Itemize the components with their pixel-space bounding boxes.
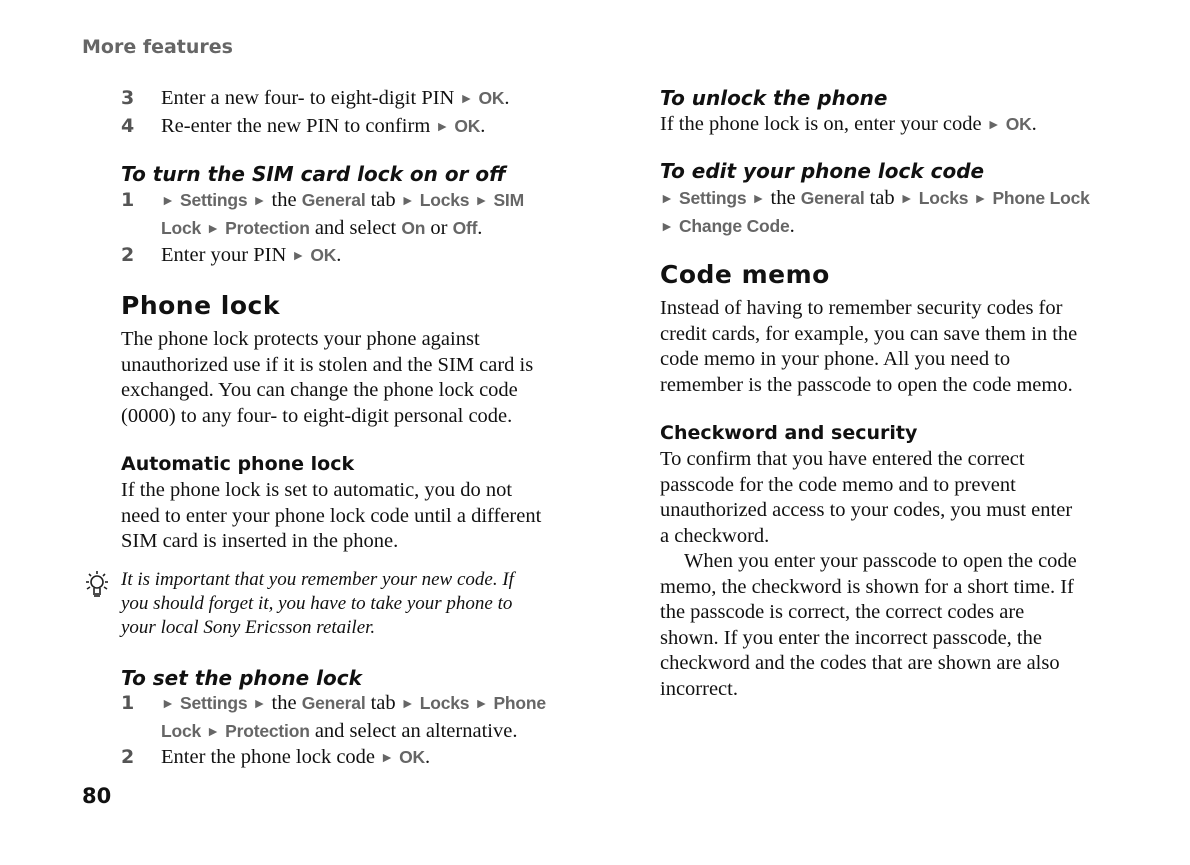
- text-line: It is important that you remember your new code. If: [121, 569, 514, 590]
- menu-locks: Locks: [918, 188, 969, 208]
- ok-softkey: OK: [1005, 114, 1032, 134]
- text-line: memo, the checkword is shown for a short time. If: [660, 575, 1074, 598]
- menu-general: General: [301, 190, 366, 210]
- punct: .: [480, 115, 486, 137]
- arrow-icon: ►: [400, 194, 415, 209]
- sim-lock-heading: To turn the SIM card lock on or off: [121, 162, 506, 186]
- arrow-icon: ►: [973, 192, 988, 207]
- menu-settings: Settings: [678, 188, 747, 208]
- menu-lock: Lock: [161, 217, 202, 238]
- word: tab: [869, 187, 895, 209]
- step-number: 2: [121, 746, 135, 768]
- arrow-icon: ►: [435, 120, 450, 135]
- step-text-body: Enter a new four- to eight-digit PIN: [161, 87, 455, 109]
- text-line: checkword and the codes that are shown are also: [660, 652, 1060, 674]
- punct: .: [425, 746, 431, 768]
- step-text-body: Enter your PIN: [161, 244, 287, 266]
- ok-softkey: OK: [310, 245, 337, 265]
- section-header: More features: [82, 36, 233, 58]
- punct: .: [504, 87, 510, 109]
- punct: .: [1031, 113, 1037, 135]
- punct: .: [336, 244, 342, 266]
- text-line: code memo in your phone. All you need to: [660, 348, 1011, 370]
- text-line: shown. If you enter the incorrect passcode, the: [660, 626, 1042, 649]
- menu-locks: Locks: [419, 190, 470, 210]
- word: tab: [370, 189, 396, 211]
- ok-softkey: OK: [454, 116, 481, 136]
- edit-code-heading: To edit your phone lock code: [660, 159, 985, 183]
- step-number: 1: [121, 692, 135, 714]
- arrow-icon: ►: [206, 221, 221, 237]
- ok-softkey: OK: [399, 747, 425, 767]
- arrow-icon: ►: [459, 92, 474, 107]
- word: the: [271, 692, 297, 714]
- unlock-body: [660, 112, 1140, 140]
- lightbulb-icon: [84, 570, 110, 600]
- arrow-icon: ►: [380, 751, 395, 766]
- text-line: Instead of having to remember security codes for: [660, 297, 1063, 319]
- arrow-icon: ►: [161, 194, 175, 209]
- step-number: 4: [121, 115, 135, 137]
- text-line: you should forget it, you have to take your phone to: [121, 593, 513, 614]
- text-line: unauthorized use if it is stolen and the SIM card is: [121, 353, 534, 376]
- code-memo-heading: Code memo: [660, 260, 830, 289]
- text-line: credit cards, for example, you can save them in the: [660, 322, 1078, 345]
- menu-lock: Lock: [161, 720, 202, 741]
- right-column: [660, 0, 1140, 865]
- unlock-heading: To unlock the phone: [660, 86, 888, 110]
- code-memo-body: [660, 296, 1140, 398]
- text-line: When you enter your passcode to open the code: [684, 550, 1077, 572]
- arrow-icon: ►: [252, 697, 267, 712]
- set-lock-heading: To set the phone lock: [121, 666, 362, 690]
- page-number: 80: [82, 784, 112, 808]
- step-text-body: Enter the phone lock code: [161, 746, 376, 768]
- word: the: [770, 187, 796, 209]
- menu-protection: Protection: [225, 217, 310, 238]
- menu-off: Off: [452, 217, 478, 238]
- word: and select: [314, 216, 397, 239]
- text-line: remember is the passcode to open the code memo.: [660, 373, 1073, 396]
- phone-lock-heading: Phone lock: [121, 291, 280, 320]
- arrow-icon: ►: [291, 249, 306, 264]
- text-line: passcode for the code memo and to prevent: [660, 473, 1016, 496]
- word: the: [271, 189, 297, 211]
- menu-settings: Settings: [179, 693, 248, 713]
- menu-general: General: [800, 188, 865, 208]
- arrow-icon: ►: [474, 697, 489, 712]
- text-line: To confirm that you have entered the correct: [660, 448, 1025, 470]
- arrow-icon: ►: [474, 194, 489, 209]
- step-text-body: Re-enter the new PIN to confirm: [161, 115, 431, 137]
- word: or: [430, 216, 448, 239]
- set-lock-section: [121, 0, 601, 865]
- text-line: SIM card is inserted in the phone.: [121, 530, 399, 552]
- text-line: (0000) to any four- to eight-digit personal code.: [121, 404, 513, 427]
- edit-code-body: [660, 186, 1140, 241]
- menu-change-code: Change Code: [678, 215, 790, 236]
- ok-softkey: OK: [478, 88, 505, 108]
- menu-on: On: [401, 217, 426, 238]
- step-number: 3: [121, 87, 135, 109]
- step-number: 1: [121, 189, 135, 211]
- text-line: incorrect.: [660, 677, 738, 700]
- step-text: [161, 691, 591, 746]
- checkword-body: [660, 447, 1140, 702]
- word: tab: [370, 692, 396, 714]
- punct: .: [477, 216, 483, 239]
- arrow-icon: ►: [660, 219, 674, 235]
- checkword-heading: Checkword and security: [660, 422, 918, 444]
- step-text: [161, 745, 430, 773]
- menu-locks: Locks: [419, 693, 470, 713]
- text-line: The phone lock protects your phone against: [121, 328, 480, 350]
- menu-settings: Settings: [179, 190, 248, 210]
- text-line: the passcode is correct, the correct codes are: [660, 601, 1025, 623]
- arrow-icon: ►: [660, 192, 674, 207]
- text-line: exchanged. You can change the phone lock code: [121, 379, 518, 401]
- text-line: unauthorized access to your codes, you must enter: [660, 499, 1073, 521]
- arrow-icon: ►: [252, 194, 267, 209]
- arrow-icon: ►: [986, 118, 1001, 133]
- text-line: need to enter your phone lock code until a different: [121, 504, 542, 527]
- arrow-icon: ►: [400, 697, 415, 712]
- punct: .: [789, 214, 795, 237]
- step-number: 2: [121, 244, 135, 266]
- menu-phone: Phone: [493, 693, 546, 713]
- arrow-icon: ►: [751, 192, 766, 207]
- menu-phone-lock: Phone Lock: [992, 188, 1090, 208]
- word: and select an alternative.: [314, 719, 518, 742]
- text-line: If the phone lock is on, enter your code: [660, 113, 982, 135]
- text-line: a checkword.: [660, 524, 770, 547]
- menu-general: General: [301, 693, 366, 713]
- menu-sim: SIM: [493, 190, 524, 210]
- arrow-icon: ►: [161, 697, 175, 712]
- text-line: your local Sony Ericsson retailer.: [121, 617, 376, 638]
- menu-protection: Protection: [225, 720, 310, 741]
- arrow-icon: ►: [206, 724, 221, 740]
- text-line: If the phone lock is set to automatic, you do not: [121, 479, 513, 501]
- auto-lock-heading: Automatic phone lock: [121, 453, 355, 475]
- arrow-icon: ►: [899, 192, 914, 207]
